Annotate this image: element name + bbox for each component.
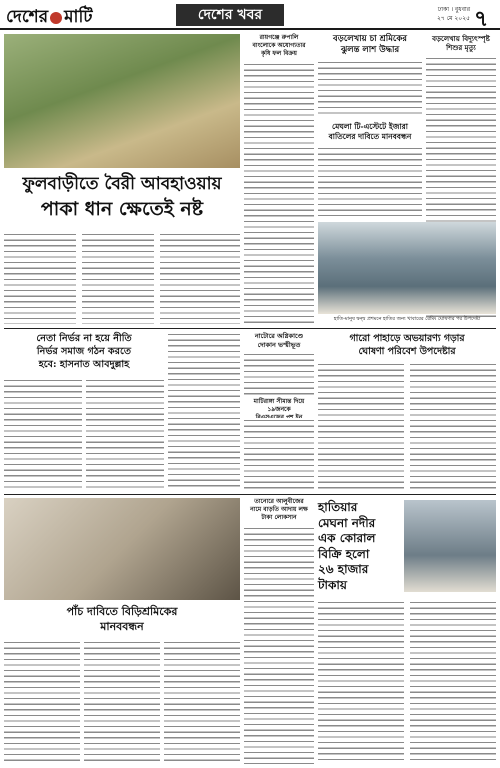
leader-body-col1: [4, 378, 82, 490]
masthead: [0, 0, 500, 30]
natore-body: [244, 352, 314, 396]
bidi-body-col2: [84, 640, 160, 764]
rice-headline-line1: রায়গঞ্জে রুপালি: [259, 34, 299, 41]
hatiya-headline-line6: টাকায়: [318, 577, 347, 592]
lead-headline-line1: ফুলবাড়ীতে বৈরী আবহাওয়ায়: [22, 174, 222, 194]
tanore-body: [244, 526, 314, 764]
brand-right: মাটি: [64, 7, 93, 27]
brand-logo: [6, 4, 93, 32]
section-title: দেশের খবর: [176, 4, 284, 26]
rice-headline-line2: বাংলোকে অযোগ্যতার: [252, 42, 306, 49]
hatiya-body-col1: [318, 600, 404, 764]
rice-headline: [244, 34, 314, 58]
garo-body-col2: [410, 362, 496, 490]
divider-1: [4, 328, 496, 329]
matiranga-body: [244, 418, 314, 490]
leader-headline: [4, 332, 164, 371]
lead-body-col2: [82, 232, 154, 324]
electric-headline-line1: বড়লেখায় বিদ্যুৎস্পৃষ্ট: [432, 34, 490, 43]
meghla-headline: [318, 122, 422, 142]
garo-headline-line1: গারো পাহাড়ে অভয়ারণ্য গড়ার: [349, 333, 465, 344]
date-date: ২৭ মে ২০২৫: [437, 15, 470, 22]
hatiya-headline-line5: ২৬ হাজার: [318, 562, 369, 576]
bidi-headline-line2: মানববন্ধন: [100, 620, 144, 633]
natore-headline: [244, 332, 314, 349]
leader-headline-line3: হবে: হাসনাত আবদুল্লাহ: [38, 359, 130, 370]
meghla-headline-line1: মেঘলা টি-এস্টেটে ইজারা: [332, 122, 408, 131]
garo-body-col1: [318, 362, 404, 490]
bidi-body-col1: [4, 640, 80, 764]
electric-headline: [426, 34, 496, 52]
rice-headline-line3: কৃষি ফল বিক্রয়: [261, 50, 297, 57]
page-number: ৭: [474, 6, 489, 32]
bidi-photo: [4, 498, 240, 600]
tea-headline: [318, 34, 422, 56]
electric-headline-line2: শিশুর মৃত্যু: [446, 43, 476, 52]
brand-left: দেশের: [6, 7, 49, 27]
lead-body-col3: [160, 232, 240, 324]
hatiya-headline-line3: এক কোরাল: [318, 531, 376, 545]
tanore-headline-line1: তানোরে আলুবীজের: [254, 498, 304, 505]
leader-headline-line1: নেতা নির্ভর না হয়ে নীতি: [36, 333, 132, 344]
tanore-headline-line2: নামে বাড়তি আদায় লক্ষ: [250, 506, 308, 513]
hatiya-headline-line4: বিক্রি হলো: [318, 546, 370, 561]
divider-2: [4, 494, 496, 495]
hatiya-headline-line2: মেঘনা নদীর: [318, 515, 376, 530]
lead-headline-line2: পাকা ধান ক্ষেতেই নষ্ট: [40, 198, 204, 220]
garo-photo: [318, 222, 496, 314]
leader-headline-line2: নির্ভর সমাজ গঠন করতে: [36, 346, 132, 357]
tea-body: [318, 60, 422, 118]
bidi-headline-line1: পাঁচ দাবিতে বিড়িশ্রমিকের: [66, 605, 178, 618]
natore-headline-line2: দোকান ভস্মীভূত: [257, 340, 301, 349]
tanore-headline-line3: টাকা লোকসান: [261, 514, 297, 521]
bidi-body-col3: [164, 640, 240, 764]
hatiya-body-col2: [410, 600, 496, 764]
dateline: [410, 5, 470, 23]
meghla-headline-line2: বাতিলের দাবিতে মানববন্ধন: [328, 132, 412, 141]
lead-body-col1: [4, 232, 76, 324]
garo-headline-line2: ঘোষণা পরিবেশ উপদেষ্টার: [358, 346, 456, 357]
leader-body-col2: [86, 378, 164, 490]
meghla-body: [318, 146, 422, 216]
hatiya-headline: [318, 500, 400, 593]
matiranga-headline-line1: মাটিরাঙ্গা সীমান্ত দিয়ে ১৯জনকে: [253, 398, 305, 413]
garo-headline: [318, 332, 496, 358]
lead-headline: [4, 172, 240, 228]
tea-headline-line2: ঝুলন্ত লাশ উদ্ধার: [340, 45, 400, 55]
hatiya-photo: [404, 500, 496, 592]
garo-photo-caption: হাতি-মানুষ দ্বন্দ্ব প্রশমনে হাতির জন্য খাবারের রেমিং ঘোষণার পর উপদেষ্টা: [333, 316, 481, 322]
hatiya-headline-line1: হাতিয়ার: [318, 500, 358, 514]
tanore-headline: [244, 498, 314, 522]
leader-body-col3: [168, 332, 240, 490]
lead-photo: [4, 34, 240, 168]
rice-body: [244, 62, 314, 324]
date-day: ঢাকা । বুধবার: [437, 6, 470, 13]
natore-headline-line1: নাটোরে অগ্নিকাণ্ডে: [254, 332, 304, 340]
bidi-headline: [4, 604, 240, 634]
brand-globe-icon: [50, 12, 62, 24]
tea-headline-line1: বড়লেখায় চা শ্রমিকের: [333, 34, 407, 44]
